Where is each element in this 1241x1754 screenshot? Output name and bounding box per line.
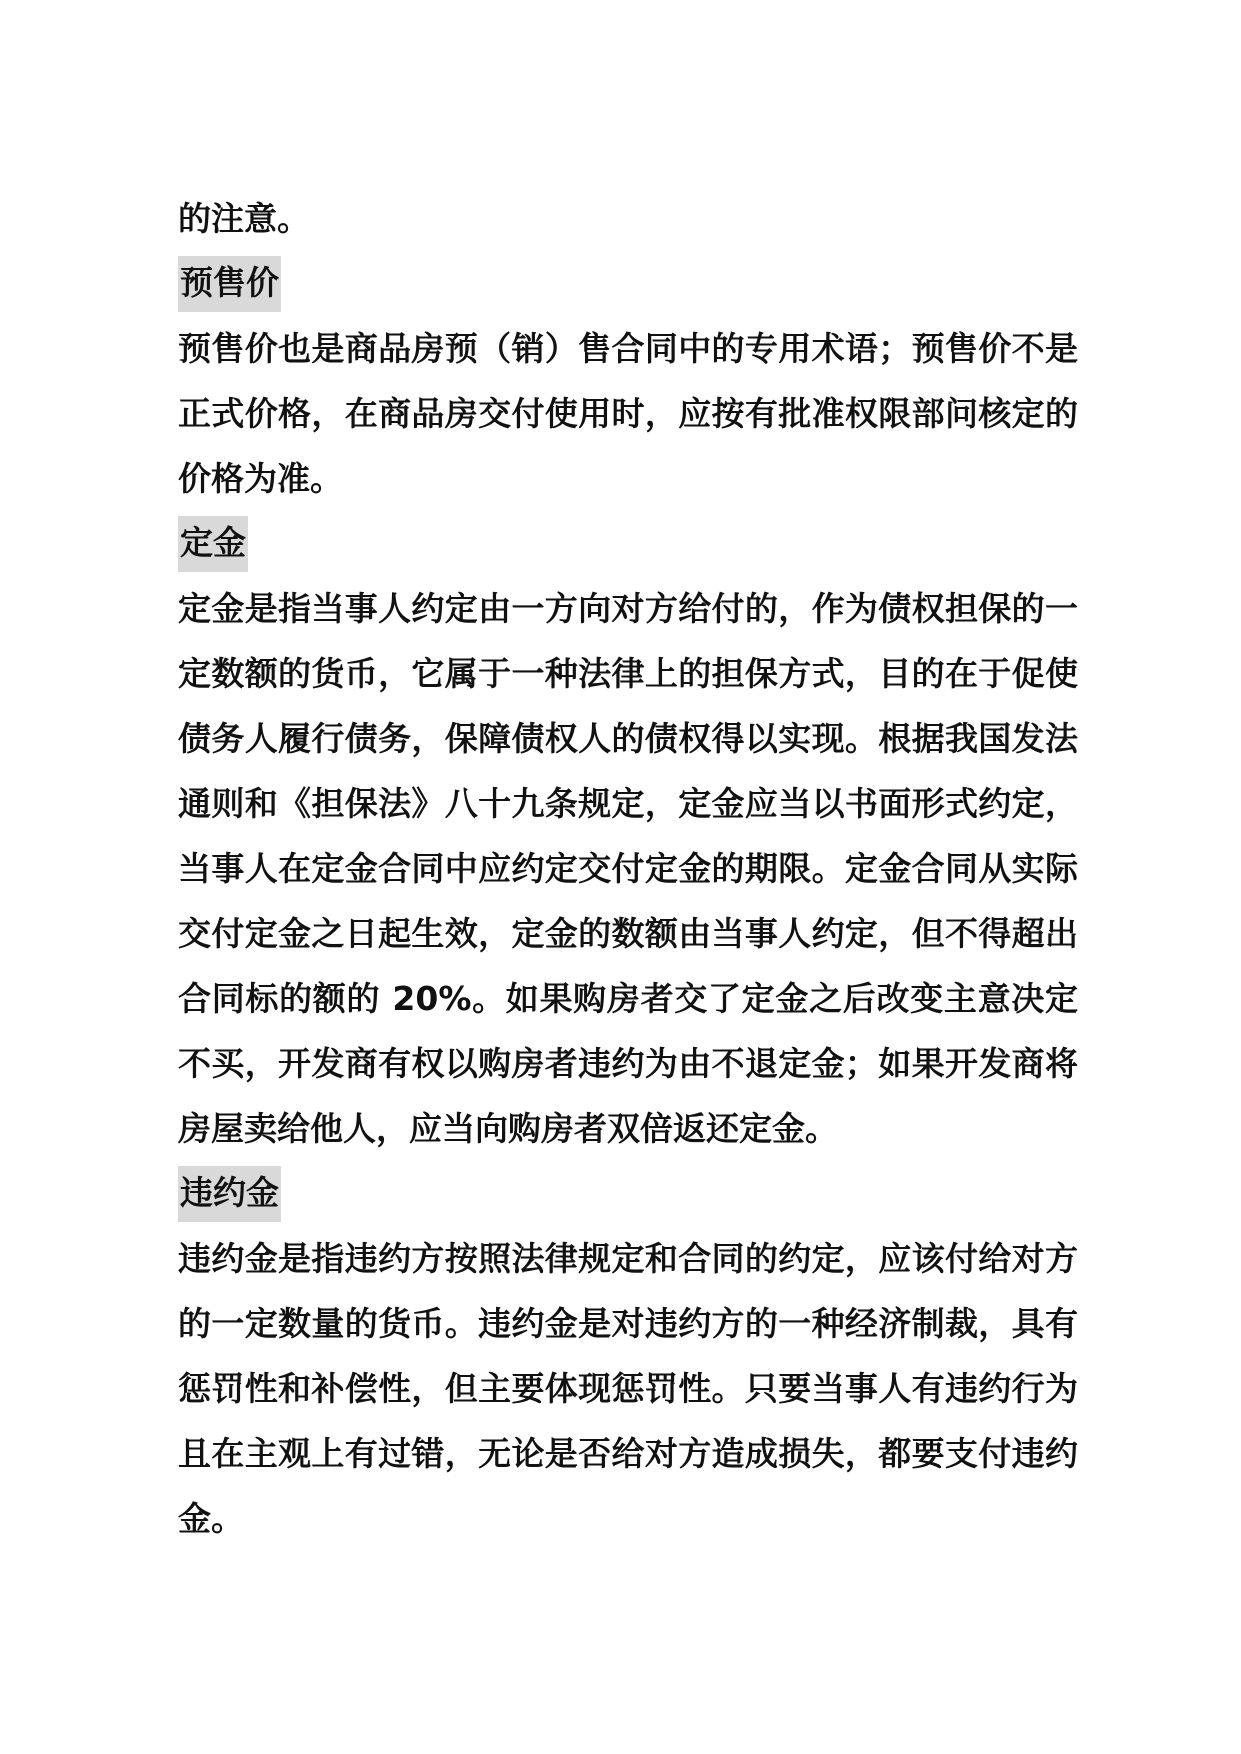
- section-heading: 定金: [178, 516, 248, 572]
- section-heading: 预售价: [178, 256, 281, 312]
- paragraph-line: 定数额的货币，它属于一种法律上的担保方式，目的在于促使: [178, 654, 1078, 693]
- paragraph-line: 预售价也是商品房预（销）售合同中的专用术语；预售价不是: [178, 329, 1078, 368]
- section-presale-price: [178, 251, 1078, 316]
- paragraph-line: 正式价格，在商品房交付使用时，应按有批准权限部问核定的: [178, 394, 1078, 433]
- paragraph-line: 价格为准。: [178, 459, 343, 498]
- paragraph-line: 不买，开发商有权以购房者违约为由不退定金；如果开发商将: [178, 1044, 1078, 1083]
- paragraph-line: 定金是指当事人约定由一方向对方给付的，作为债权担保的一: [178, 589, 1078, 628]
- paragraph-line: 合同标的额的 20%。如果购房者交了定金之后改变主意决定: [178, 979, 1078, 1018]
- paragraph-line: 惩罚性和补偿性，但主要体现惩罚性。只要当事人有违约行为: [178, 1369, 1078, 1408]
- section-heading: 违约金: [178, 1166, 281, 1222]
- paragraph-line: 通则和《担保法》八十九条规定，定金应当以书面形式约定，: [178, 784, 1078, 823]
- section-deposit: [178, 511, 1078, 576]
- intro-tail-text: 的注意。: [178, 199, 310, 238]
- paragraph-line: 金。: [178, 1499, 244, 1538]
- paragraph-line: 当事人在定金合同中应约定交付定金的期限。定金合同从实际: [178, 849, 1078, 888]
- section-penalty: [178, 1161, 1078, 1226]
- paragraph-line: 违约金是指违约方按照法律规定和合同的约定，应该付给对方: [178, 1239, 1078, 1278]
- paragraph-line: 交付定金之日起生效，定金的数额由当事人约定，但不得超出: [178, 914, 1078, 953]
- paragraph-line: 的一定数量的货币。违约金是对违约方的一种经济制裁，具有: [178, 1304, 1078, 1343]
- paragraph-line: 债务人履行债务，保障债权人的债权得以实现。根据我国发法: [178, 719, 1078, 758]
- document-body: [178, 186, 1078, 1551]
- paragraph-line: 房屋卖给他人，应当向购房者双倍返还定金。: [178, 1109, 838, 1148]
- paragraph-line: 且在主观上有过错，无论是否给对方造成损失，都要支付违约: [178, 1434, 1078, 1473]
